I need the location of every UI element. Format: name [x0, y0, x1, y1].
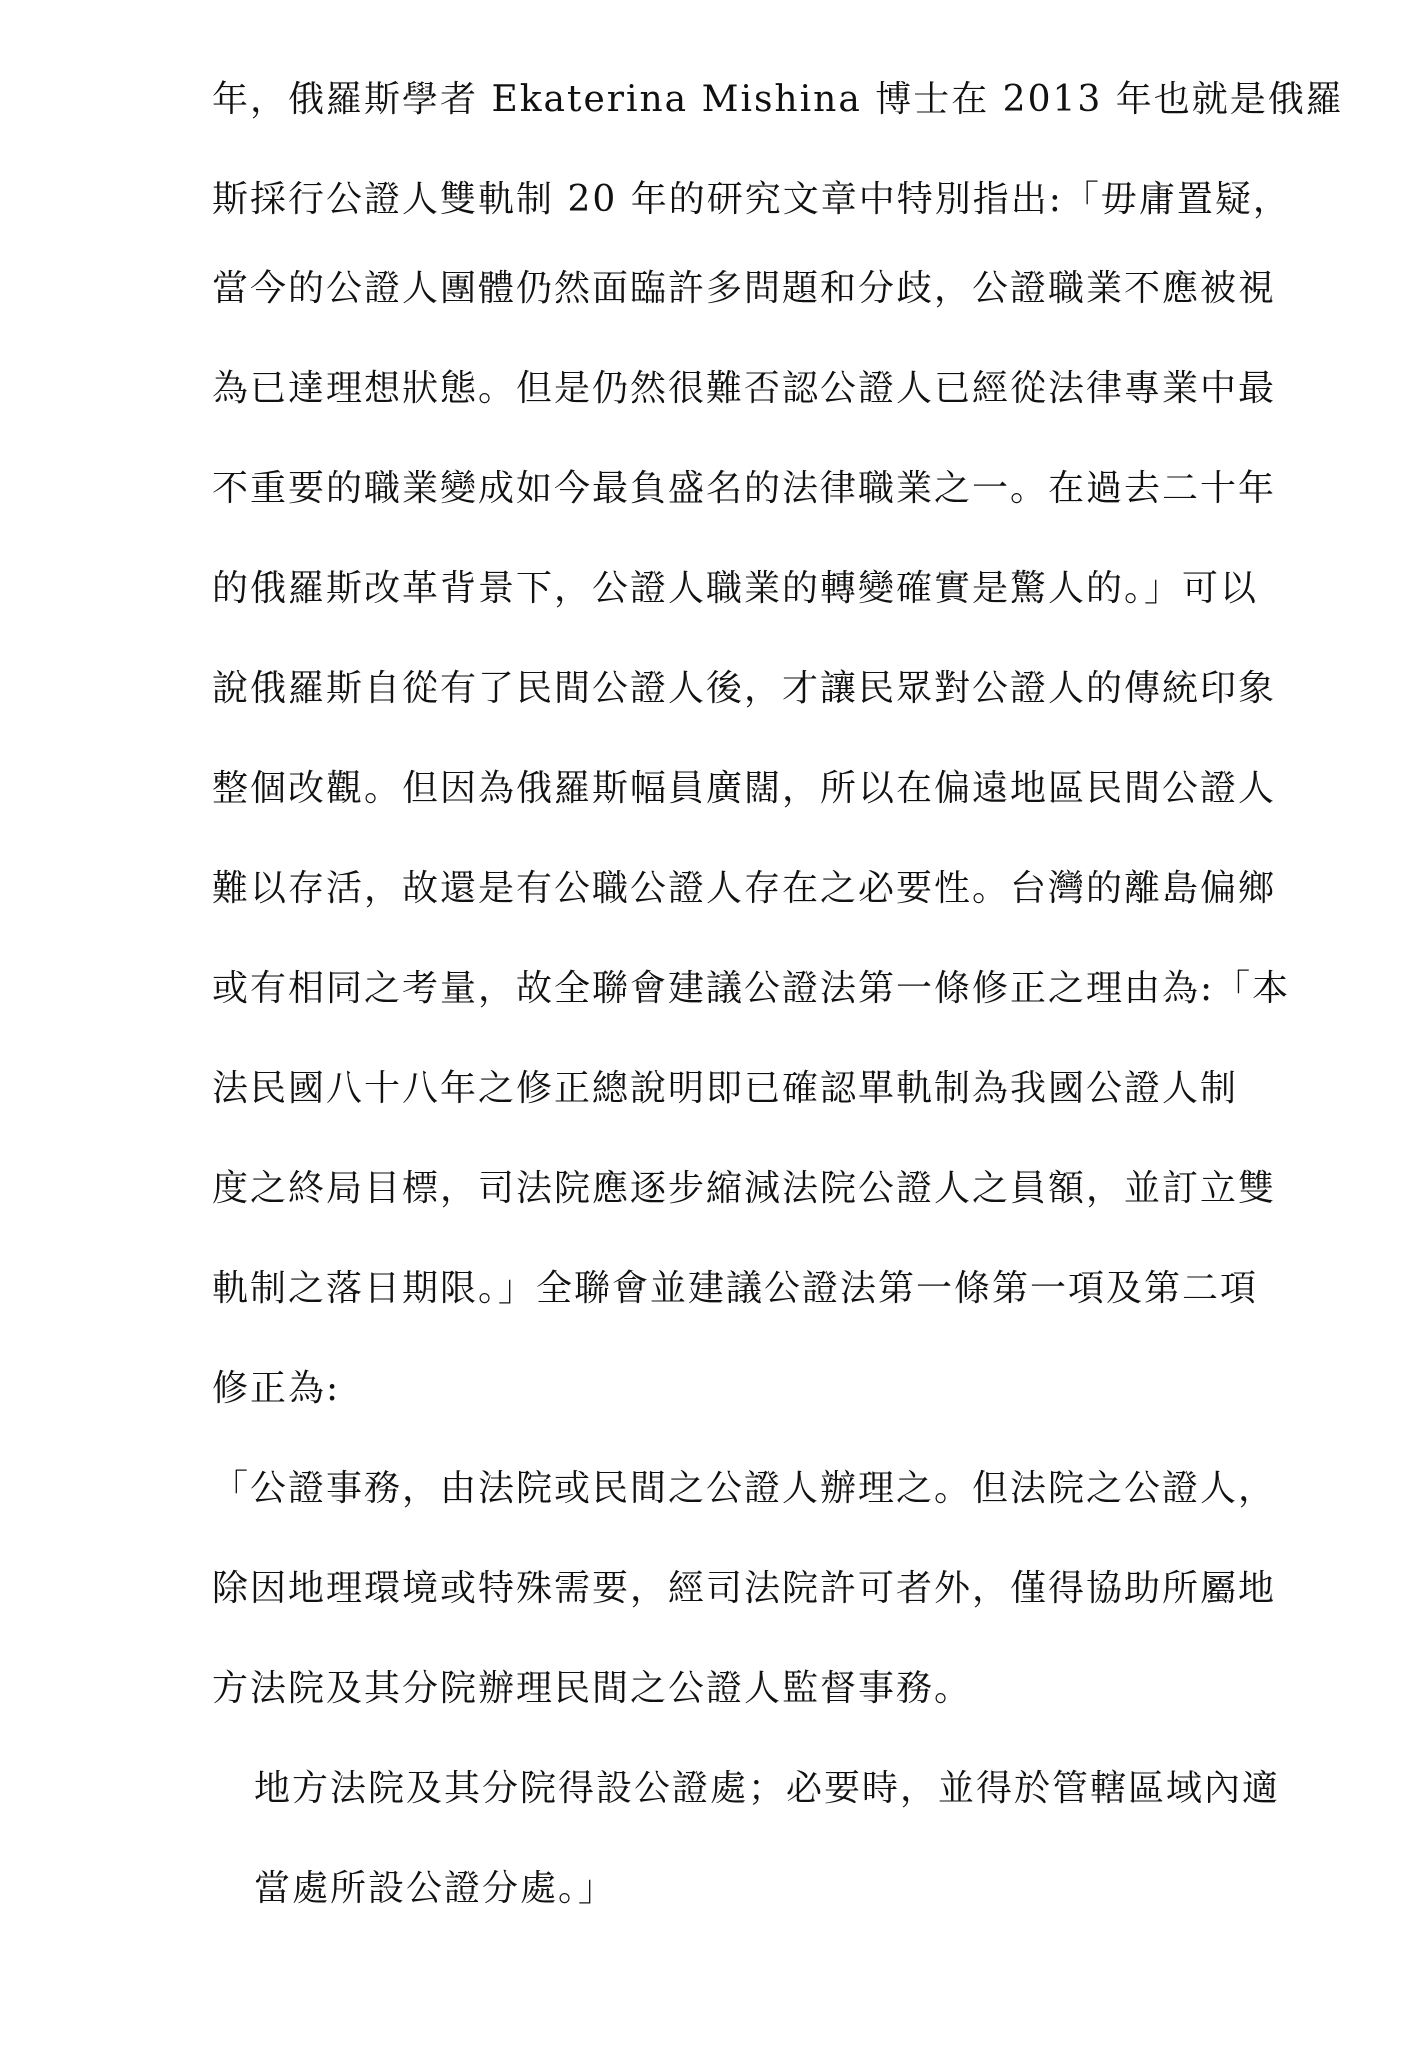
- quote-line-5: 當處所設公證分處。」: [254, 1868, 617, 1909]
- text-line-4: 為已達理想狀態。但是仍然很難否認公證人已經從法律專業中最: [212, 368, 1277, 409]
- text-line-3: 當今的公證人團體仍然面臨許多問題和分歧，公證職業不應被視: [212, 268, 1277, 309]
- text-line-10: 或有相同之考量，故全聯會建議公證法第一條修正之理由為:「本: [212, 968, 1291, 1009]
- text-line-12: 度之終局目標，司法院應逐步縮減法院公證人之員額，並訂立雙: [212, 1168, 1277, 1209]
- text-line-5: 不重要的職業變成如今最負盛名的法律職業之一。在過去二十年: [212, 468, 1277, 509]
- quote-line-2: 除因地理環境或特殊需要，經司法院許可者外，僅得協助所屬地: [212, 1568, 1277, 1609]
- text-line-7: 說俄羅斯自從有了民間公證人後，才讓民眾對公證人的傳統印象: [212, 668, 1277, 709]
- quote-line-3: 方法院及其分院辦理民間之公證人監督事務。: [212, 1668, 973, 1709]
- text-line-8: 整個改觀。但因為俄羅斯幅員廣闊，所以在偏遠地區民間公證人: [212, 768, 1277, 809]
- text-line-11: 法民國八十八年之修正總說明即已確認單軌制為我國公證人制: [212, 1068, 1239, 1109]
- text-line-9: 難以存活，故還是有公職公證人存在之必要性。台灣的離島偏鄉: [212, 868, 1277, 909]
- text-line-1: 年，俄羅斯學者 Ekaterina Mishina 博士在 2013 年也就是俄羅: [212, 79, 1344, 120]
- text-line-2: 斯採行公證人雙軌制 20 年的研究文章中特別指出:「毋庸置疑，: [212, 179, 1291, 220]
- text-line-6: 的俄羅斯改革背景下，公證人職業的轉變確實是驚人的。」可以: [212, 568, 1259, 609]
- quote-line-4: 地方法院及其分院得設公證處；必要時，並得於管轄區域內適: [254, 1768, 1281, 1809]
- quote-line-1: 「公證事務，由法院或民間之公證人辦理之。但法院之公證人，: [212, 1468, 1277, 1509]
- text-line-14: 修正為:: [212, 1368, 341, 1409]
- text-line-13: 軌制之落日期限。」全聯會並建議公證法第一條第一項及第二項: [212, 1268, 1259, 1309]
